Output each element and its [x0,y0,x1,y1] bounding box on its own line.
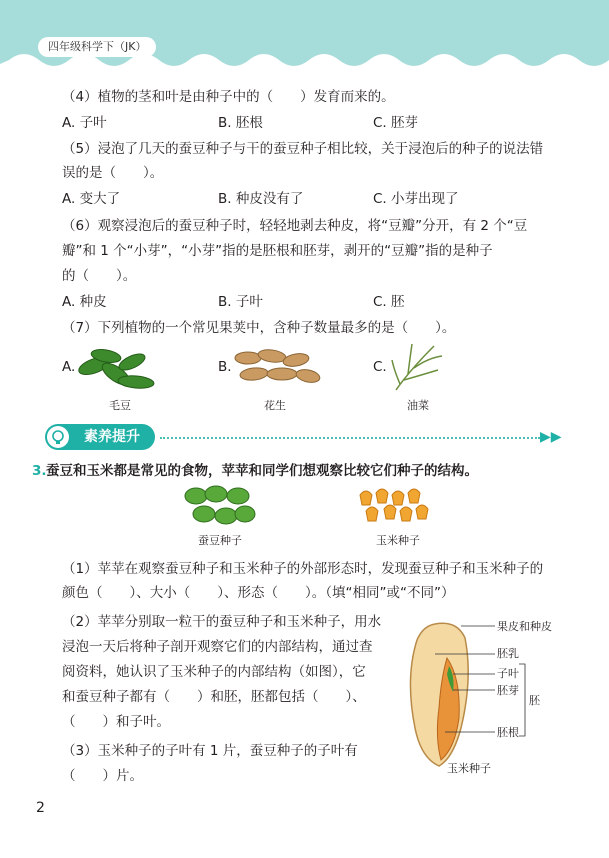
label-cotyledon: 子叶 [497,667,519,680]
q4-option-c: C. 胚芽 [373,115,419,131]
diagram-caption: 玉米种子 [447,762,491,775]
q5-line2: 误的是（ ）。 [62,165,164,181]
q7-option-b: B. [218,359,232,375]
lightbulb-icon [47,426,69,448]
q3-number: 3. [32,463,47,479]
q6-option-c: C. 胚 [373,294,405,310]
q5-option-a: A. 变大了 [62,191,121,207]
q7-caption-b: 花生 [264,399,286,412]
q3-p3-line1: （3）玉米种子的子叶有 1 片，蚕豆种子的子叶有 [62,743,358,759]
section-title: 素养提升 [84,429,140,445]
broad-bean-image [182,482,258,530]
q6-option-b: B. 子叶 [218,294,263,310]
label-plumule: 胚芽 [497,684,519,697]
q3-p2-line4: 和蚕豆种子都有（ ）和胚，胚都包括（ ）、 [62,689,366,705]
q4-option-b: B. 胚根 [218,115,263,131]
label-radicle: 胚根 [497,726,519,739]
q4-option-a: A. 子叶 [62,115,107,131]
q3-p1-line1: （1）苹苹在观察蚕豆种子和玉米种子的外部形态时，发现蚕豆种子和玉米种子的 [62,561,544,577]
q6-option-a: A. 种皮 [62,294,107,310]
q7-caption-c: 油菜 [407,399,429,412]
label-endosperm: 胚乳 [497,647,519,660]
q3-p1-line2: 颜色（ ）、大小（ ）、形态（ ）。（填“相同”或“不同”） [62,585,455,601]
q4-text: （4）植物的茎和叶是由种子中的（ ）发育而来的。 [62,89,395,105]
label-pericarp: 果皮和种皮 [497,620,552,633]
q5-option-c: C. 小芽出现了 [373,191,459,207]
q3-p3-line2: （ ）片。 [62,768,143,784]
q3-p2-line2: 浸泡一天后将种子剖开观察它们的内部结构，通过查 [62,639,373,655]
page-number: 2 [36,800,45,816]
q7-option-a: A. [62,359,76,375]
q3-p2-line3: 阅资料，她认识了玉米种子的内部结构（如图），它 [62,664,366,680]
corn-seed-diagram [395,618,595,778]
q5-line1: （5）浸泡了几天的蚕豆种子与干的蚕豆种子相比较，关于浸泡后的种子的说法错 [62,141,544,157]
peanut-image [232,346,324,388]
label-embryo: 胚 [529,694,540,707]
q6-line2: 瓣”和 1 个“小芽”，“小芽”指的是胚根和胚芽，剥开的“豆瓣”指的是种子 [62,243,493,259]
q6-line1: （6）观察浸泡后的蚕豆种子时，轻轻地剥去种皮，将“豆瓣”分开，有 2 个“豆 [62,218,528,234]
q5-option-b: B. 种皮没有了 [218,191,304,207]
double-arrow-icon: ▶▶ [540,429,562,445]
section-divider [160,437,540,439]
rapeseed-image [388,340,444,394]
q3-text: 蚕豆和玉米都是常见的食物，苹苹和同学们想观察比较它们种子的结构。 [46,463,478,479]
q3-p2-line5: （ ）和子叶。 [62,714,170,730]
corn-seed-drawing [395,618,595,778]
corn-kernel-image [356,485,436,529]
q7-caption-a: 毛豆 [109,399,131,412]
page-header [0,0,609,78]
q3-p2-line1: （2）苹苹分别取一粒干的蚕豆种子和玉米种子，用水 [62,614,382,630]
edamame-image [76,344,162,394]
grade-tag: 四年级科学下（JK） [38,37,156,57]
q3-caption-bean: 蚕豆种子 [198,534,242,547]
q7-option-c: C. [373,359,387,375]
q7-text: （7）下列植物的一个常见果荚中，含种子数量最多的是（ ）。 [62,320,456,336]
q3-caption-corn: 玉米种子 [376,534,420,547]
q6-line3: 的（ ）。 [62,268,137,284]
